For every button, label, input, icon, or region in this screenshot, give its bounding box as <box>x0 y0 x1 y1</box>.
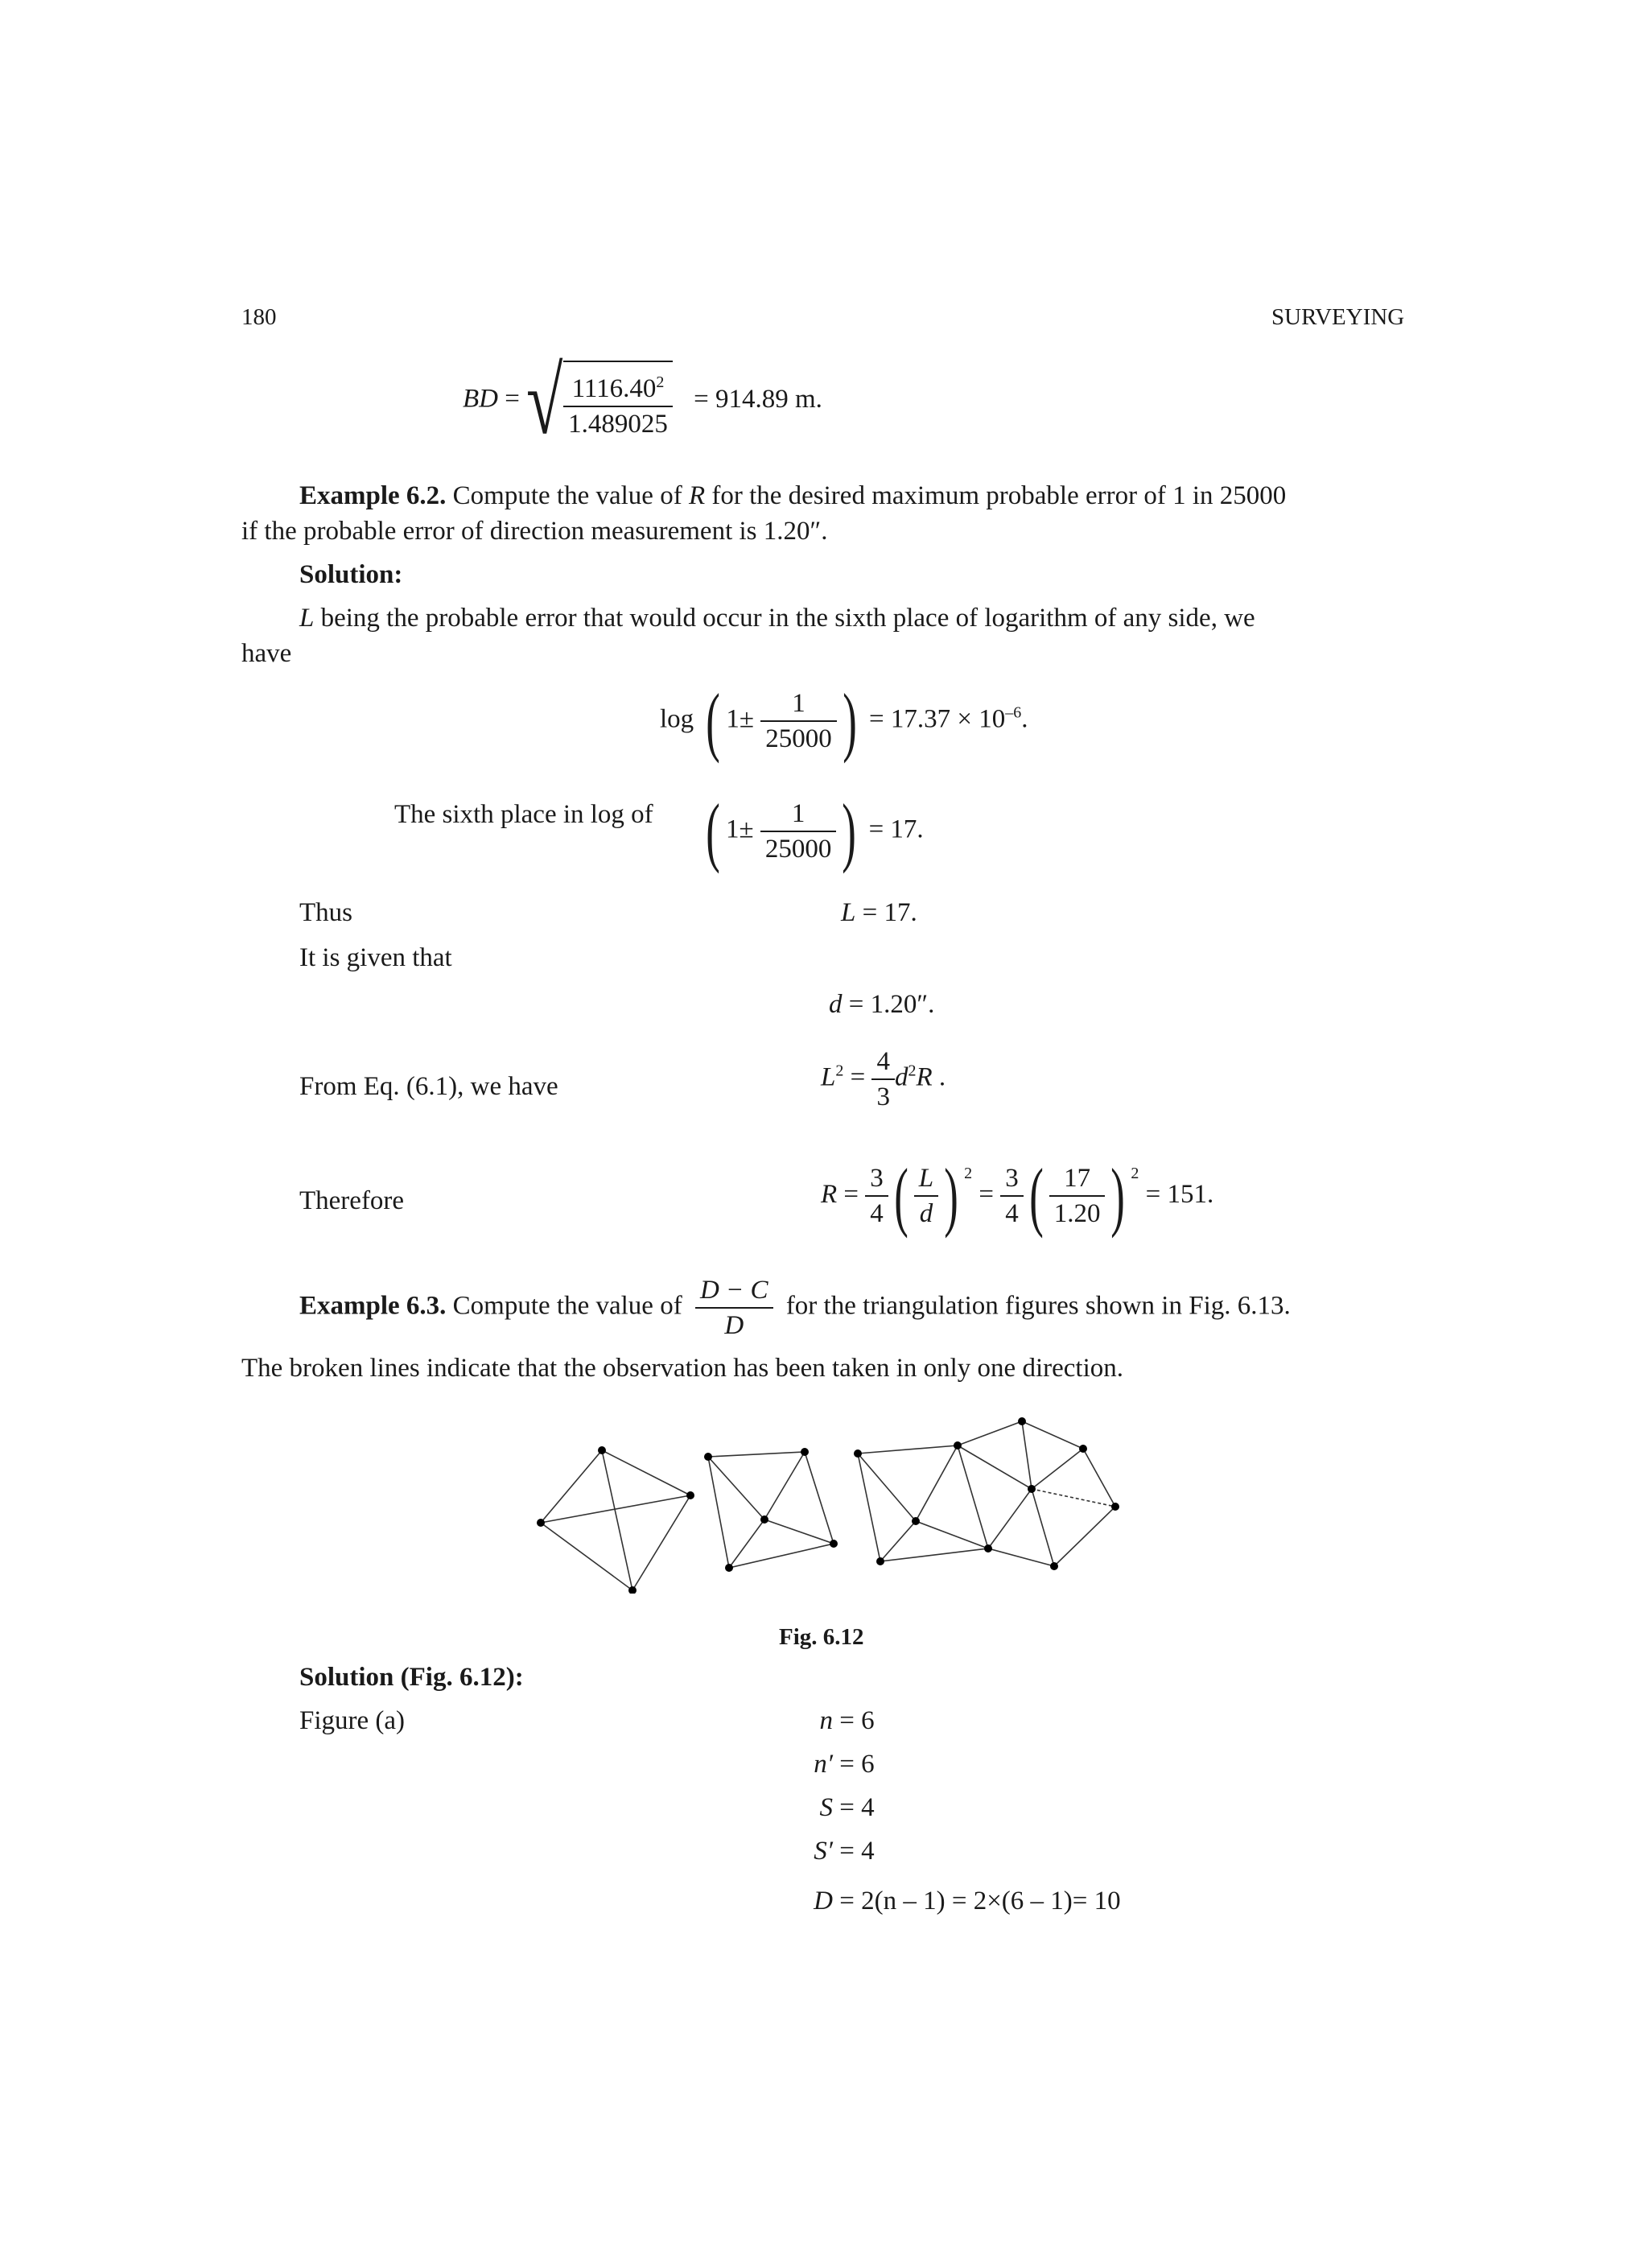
radical-sign: √ <box>526 348 563 454</box>
solution-heading-1: Solution: <box>299 560 403 589</box>
triangulation-figure <box>523 1400 1135 1594</box>
log-equation: log ( 1± $\frac{1}{25000}$ ) = $17.37 \times 10^{-6}$. <box>660 678 1028 764</box>
row-s: S = 4 <box>819 1793 875 1822</box>
equation-bd: BD = √ $\frac{1116.40^2}{1.489025}$ = 914.89 m. <box>463 348 822 454</box>
quadrilateral-a <box>541 1450 690 1590</box>
bd-sqrt <box>526 348 673 454</box>
sixth-place-equation: ( 1± $\frac{1}{25000}$ ) = 17. <box>706 788 924 874</box>
solution-heading-2: Solution (Fig. 6.12): <box>299 1663 524 1692</box>
sixth-place-lead: The sixth place in log of <box>394 800 653 829</box>
therefore-label: Therefore <box>299 1186 405 1215</box>
example-6-2-line1: Example 6.2. Compute the value of R for the desired maximum probable error of 1 in 25000 <box>299 481 1287 510</box>
row-d: D = 2(n – 1) = 2×(6 – 1)= 10 <box>814 1887 1121 1915</box>
row-n: n = 6 <box>819 1706 875 1735</box>
given-label: It is given that <box>299 943 452 972</box>
thus-equation: L = 17. <box>841 898 917 927</box>
bd-result: = 914.89 m. <box>694 384 822 414</box>
row-s-prime: S′ = 4 <box>814 1837 875 1866</box>
figure-a-label: Figure (a) <box>299 1706 406 1735</box>
example-6-3-line2: The broken lines indicate that the observation has been taken in only one direction. <box>241 1354 1123 1383</box>
thus-label: Thus <box>299 898 352 927</box>
d-equation: d = 1.20″. <box>829 990 935 1019</box>
bd-fraction: $\frac{1116.40^2}{1.489025}$ <box>563 365 673 441</box>
row-n-prime: n′ = 6 <box>814 1750 875 1779</box>
example-6-2-line2: if the probable error of direction measurement is 1.20″. <box>241 517 828 546</box>
solution-paragraph: L being the probable error that would occur in the sixth place of logarithm of any side, we <box>299 604 1255 633</box>
r-equation: R = $\frac{3}{4}$ ( $\frac{L}{d}$ ) $^2$ = $\frac{3}{4}$ ( $\frac{17}{1.20}$ ) $^2$ = 151. <box>821 1153 1214 1239</box>
solution-paragraph-end: have <box>241 639 292 668</box>
page-number: 180 <box>241 304 277 330</box>
running-title: SURVEYING <box>1271 304 1405 330</box>
example-6-3-line1: Example 6.3. Compute the value of $\frac{D - C}{D}$ for the triangulation figures shown in Fig. 6.13. <box>299 1273 1416 1342</box>
figure-caption: Fig. 6.12 <box>779 1624 864 1650</box>
from-eq-label: From Eq. (6.1), we have <box>299 1072 558 1101</box>
l-squared-equation: $L^2$ = $\frac{4}{3}$ $d^2R$ . <box>821 1045 946 1114</box>
bd-lhs: BD <box>463 384 498 414</box>
